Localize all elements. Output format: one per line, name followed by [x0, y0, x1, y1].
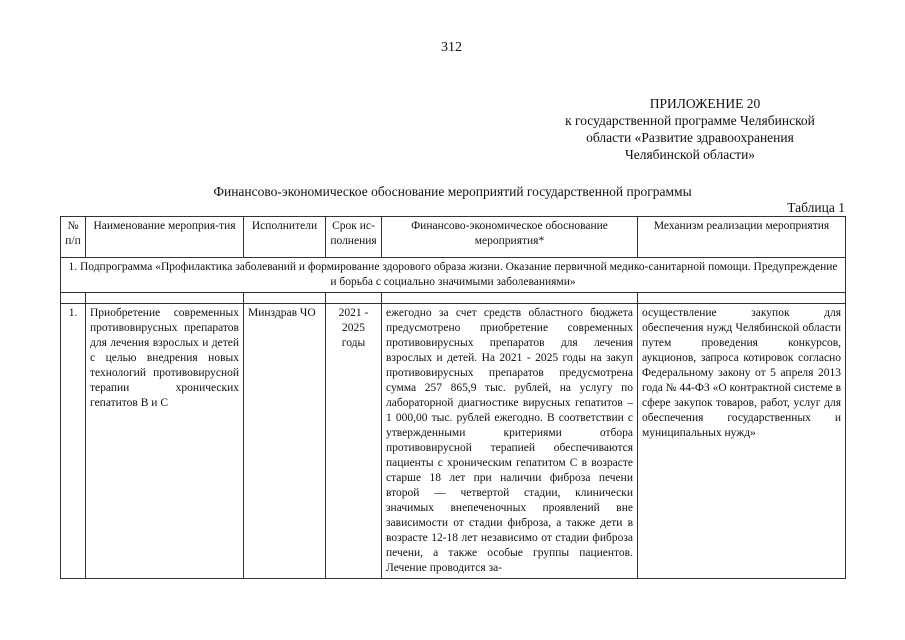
spacer-row [61, 293, 846, 304]
row-mechanism: осуществление закупок для обеспечения нужд Челябинской области путем проведения конкурсов, аукционов, запроса котировок согласно Федеральному закону от 5 апреля 2013 года № 44-ФЗ «О контрактной системе в сфере закупок товаров, работ, услуг для обеспечения государственных и муниципальных нужд» [638, 304, 846, 579]
appendix-header [540, 95, 840, 163]
page-number: 312 [441, 40, 462, 55]
header-justification: Финансово-экономическое обоснование мероприятия* [382, 217, 638, 258]
table-row [61, 304, 846, 579]
row-executor: Минздрав ЧО [244, 304, 326, 579]
appendix-line-4: Челябинской области» [624, 147, 756, 162]
financial-table [60, 216, 846, 579]
row-name: Приобретение современных противовирусных препаратов для лечения взрослых и детей с целью внедрения новых технологий противовирусной терапии хронических гепатитов В и С [86, 304, 244, 579]
subprogram-title: 1. Подпрограмма «Профилактика заболеваний и формирование здорового образа жизни. Оказание первичной медико-санитарной помощи. Предупреждение и борьба с социально значимыми заболеваниями» [61, 258, 846, 293]
appendix-line-2: к государственной программе Челябинской [565, 113, 815, 128]
table-header-row [61, 217, 846, 258]
header-num: № п/п [61, 217, 86, 258]
document-title: Финансово-экономическое обоснование мероприятий государственной программы [213, 184, 692, 199]
table-label: Таблица 1 [787, 200, 845, 215]
subprogram-row [61, 258, 846, 293]
row-term: 2021 - 2025 годы [326, 304, 382, 579]
header-mechanism: Механизм реализации мероприятия [638, 217, 846, 258]
header-name: Наименование мероприя-тия [86, 217, 244, 258]
row-justification: ежегодно за счет средств областного бюджета предусмотрено приобретение современных противовирусных препаратов для лечения взрослых и детей. На 2021 - 2025 годы на закуп противовирусных препаратов предусмотрена сумма 257 865,9 тыс. рублей, на услугу по лабораторной диагностике вирусных гепатитов – 1 000,00 тыс. рублей ежегодно. В соответствии с утвержденными критериями отбора противовирусной терапией обеспечиваются пациенты с хроническим гепатитом С в возрасте старше 18 лет при наличии фиброза печени второй — четвертой стадии, клинически значимых внепеченочных проявлений вне зависимости от стадии фиброза, а также дети в возрасте 12-18 лет независимо от стадии фиброза печени, а также особые группы пациентов. Лечение проводится за- [382, 304, 638, 579]
appendix-line-3: области «Развитие здравоохранения [586, 130, 794, 145]
row-num: 1. [61, 304, 86, 579]
header-executor: Исполнители [244, 217, 326, 258]
appendix-title: ПРИЛОЖЕНИЕ 20 [649, 96, 761, 111]
header-term: Срок ис-полнения [326, 217, 382, 258]
